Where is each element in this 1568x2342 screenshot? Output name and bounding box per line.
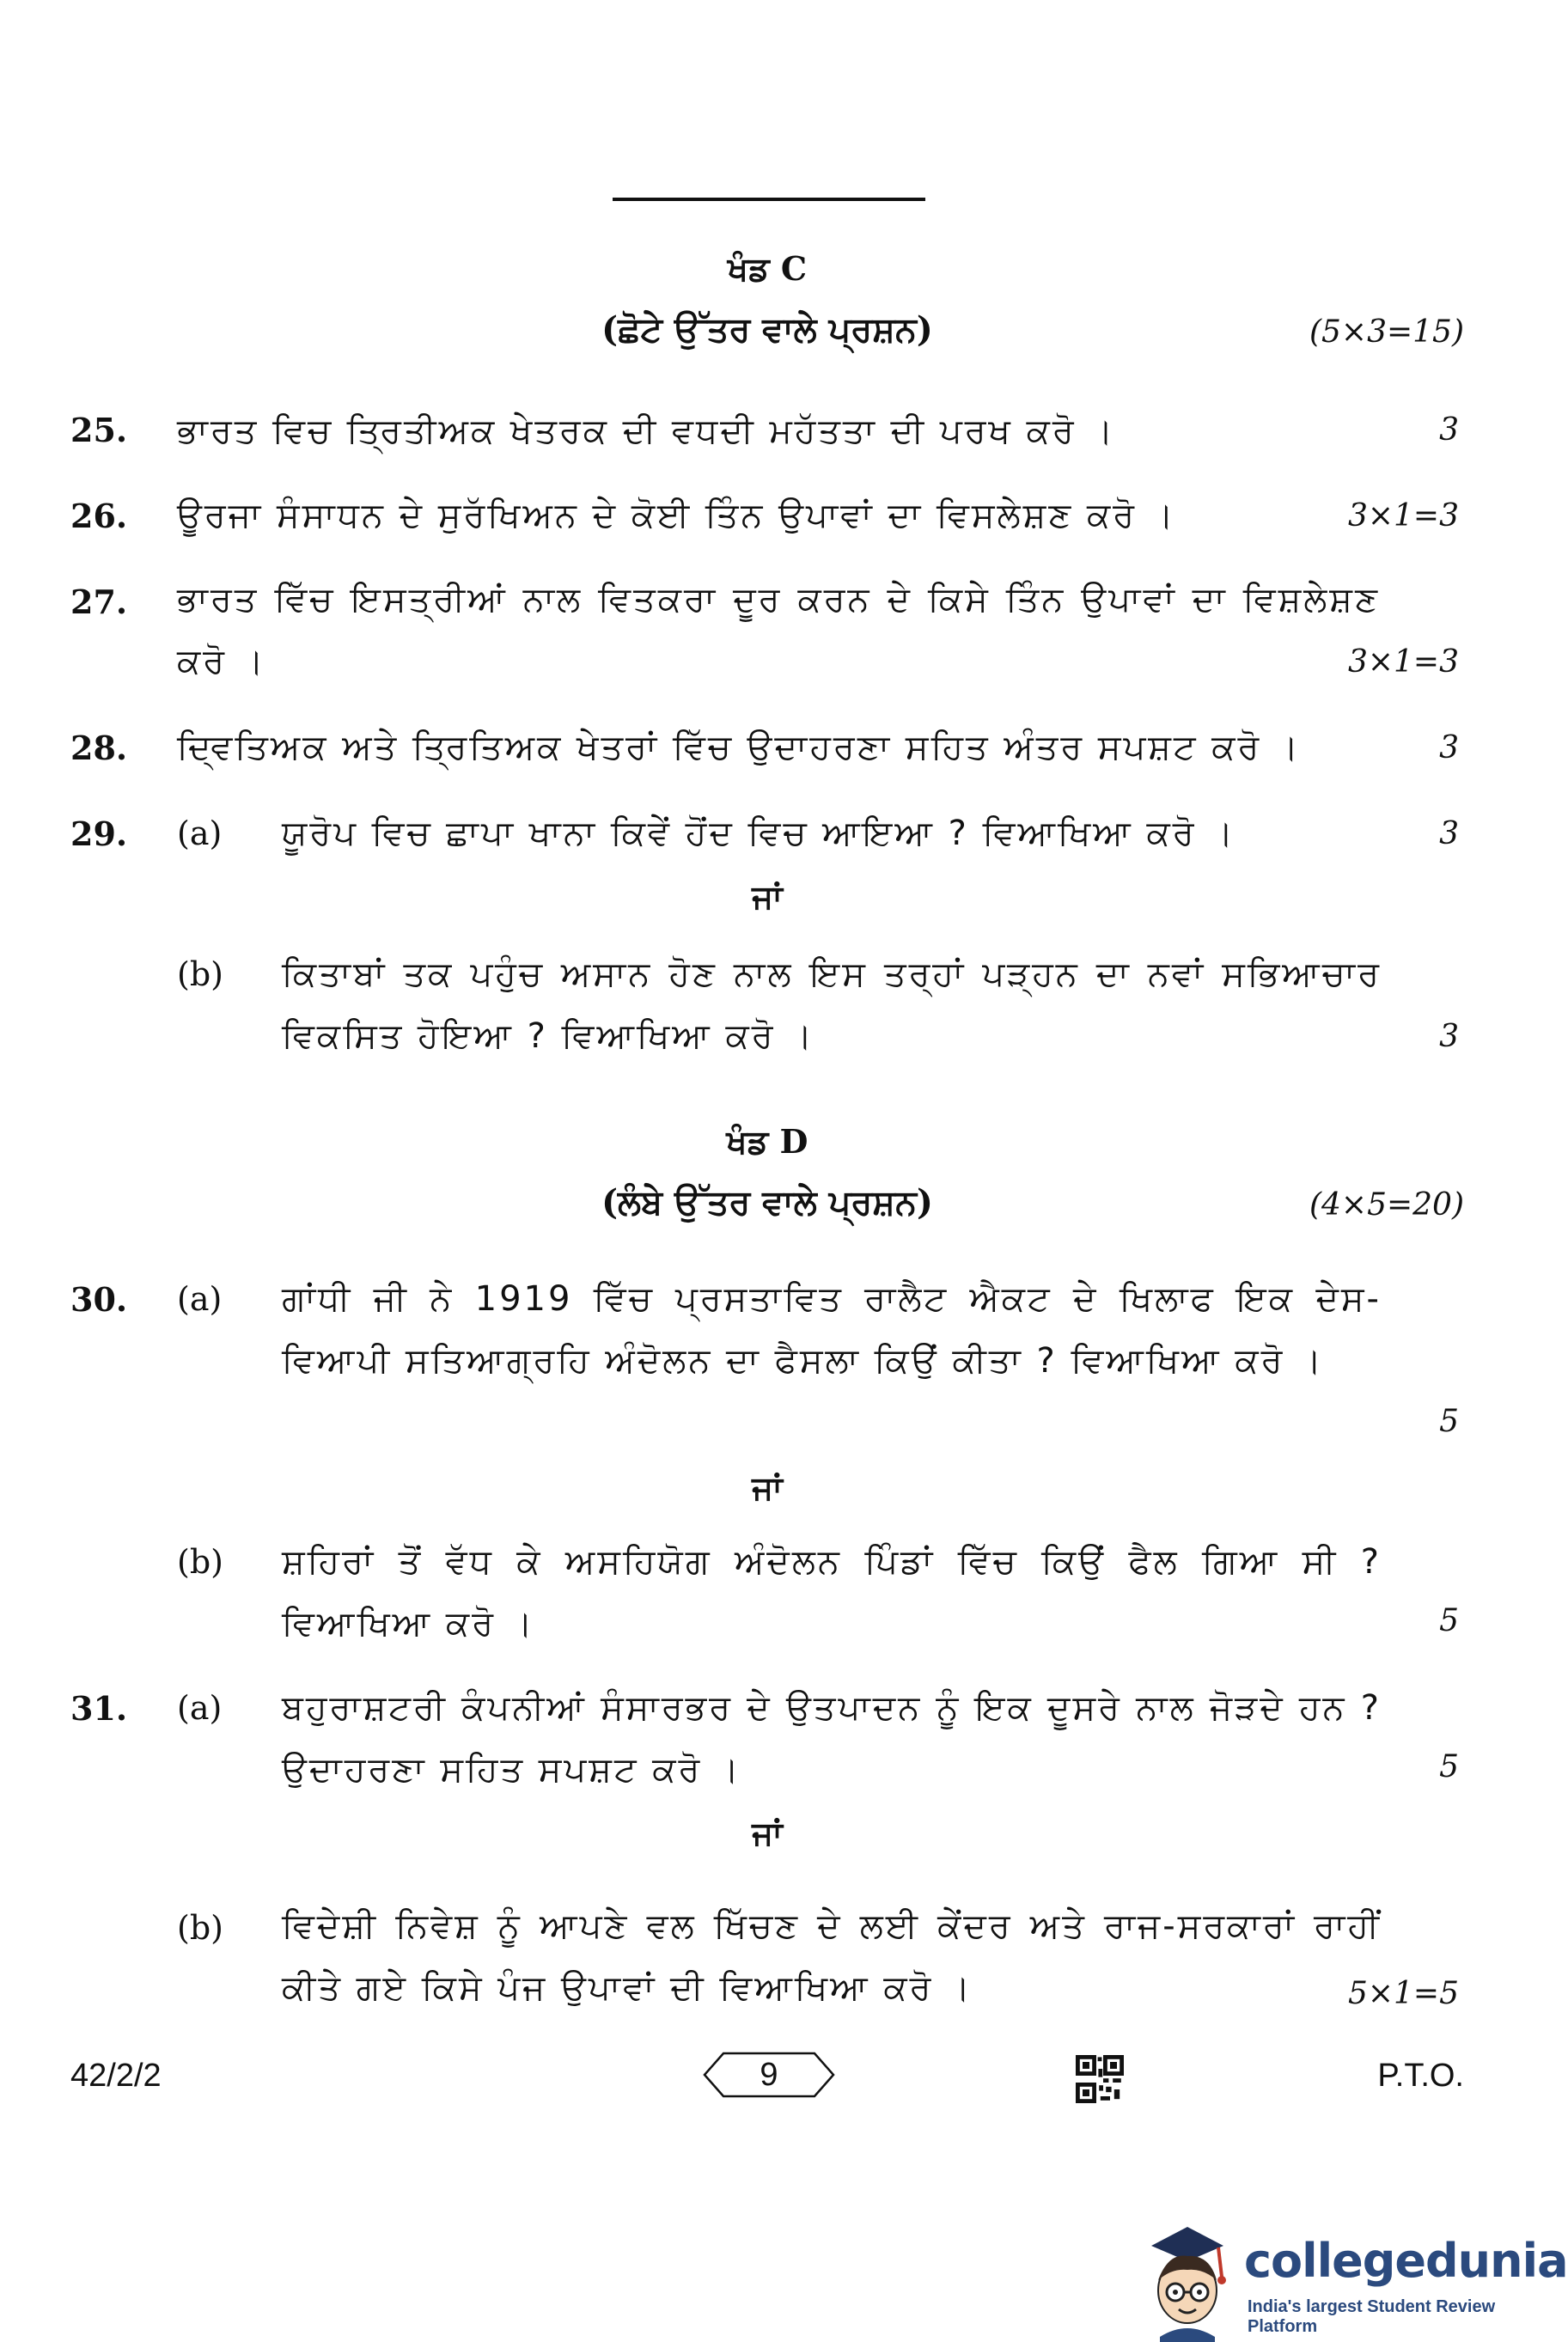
question-number: 31. bbox=[70, 1689, 128, 1728]
question-number: 27. bbox=[70, 582, 128, 621]
brand-name: collegedunia bbox=[1244, 2234, 1568, 2288]
brand-logo bbox=[1134, 2208, 1568, 2342]
or-separator: ਜਾਂ bbox=[752, 1814, 783, 1852]
question-number: 26. bbox=[70, 497, 128, 535]
section-d-total-marks: (4×5=20) bbox=[1309, 1187, 1464, 1223]
question-number: 29. bbox=[70, 814, 128, 853]
or-separator: ਜਾਂ bbox=[752, 1469, 783, 1507]
top-rule bbox=[613, 198, 925, 201]
or-separator: ਜਾਂ bbox=[752, 878, 783, 916]
question-marks: 3×1=3 bbox=[1347, 644, 1459, 680]
part-label: (a) bbox=[177, 814, 223, 852]
mascot-icon bbox=[1134, 2208, 1241, 2342]
part-label: (b) bbox=[177, 955, 223, 993]
question-marks: 3×1=3 bbox=[1347, 498, 1459, 534]
question-text: ਯੂਰੋਪ ਵਿਚ ਛਾਪਾ ਖਾਨਾ ਕਿਵੇਂ ਹੋਂਦ ਵਿਚ ਆਇਆ ? ਵਿਆਖਿਆ ਕਰੋ । bbox=[282, 814, 1236, 853]
question-marks: 3 bbox=[1439, 412, 1459, 448]
question-marks: 5 bbox=[1439, 1404, 1459, 1439]
question-marks: 3 bbox=[1439, 816, 1459, 851]
question-text: ਊਰਜਾ ਸੰਸਾਧਨ ਦੇ ਸੁਰੱਖਿਅਨ ਦੇ ਕੋਈ ਤਿੰਨ ਉਪਾਵਾਂ ਦਾ ਵਿਸਲੇਸ਼ਣ ਕਰੋ । bbox=[177, 496, 1176, 535]
part-label: (a) bbox=[177, 1689, 223, 1727]
question-text: ਦ੍ਵਿਤਿਅਕ ਅਤੇ ਤ੍ਰਿਤਿਅਕ ਖੇਤਰਾਂ ਵਿੱਚ ਉਦਾਹਰਣਾ ਸਹਿਤ ਅੰਤਰ ਸਪਸ਼ਟ ਕਰੋ । bbox=[177, 728, 1302, 767]
question-marks: 5×1=5 bbox=[1347, 1976, 1459, 2011]
question-number: 30. bbox=[70, 1280, 128, 1319]
section-d-subtitle: (ਲੰਬੇ ਉੱਤਰ ਵਾਲੇ ਪ੍ਰਸ਼ਨ) bbox=[601, 1182, 933, 1223]
question-number: 25. bbox=[70, 411, 128, 449]
part-label: (b) bbox=[177, 1909, 223, 1947]
part-label: (b) bbox=[177, 1543, 223, 1581]
page-number: 9 bbox=[760, 2057, 778, 2093]
question-marks: 5 bbox=[1439, 1603, 1459, 1638]
qr-code-icon bbox=[1076, 2055, 1124, 2103]
pto-label: P.T.O. bbox=[1377, 2058, 1464, 2094]
question-marks: 3 bbox=[1439, 730, 1459, 765]
question-text: ਭਾਰਤ ਵਿੱਚ ਇਸਤ੍ਰੀਆਂ ਨਾਲ ਵਿਤਕਰਾ ਦੂਰ ਕਰਨ ਦੇ ਕਿਸੇ ਤਿੰਨ ਉਪਾਵਾਂ ਦਾ ਵਿਸ਼ਲੇਸ਼ਣ ਕਰੋ । bbox=[177, 580, 1380, 681]
question-marks: 3 bbox=[1439, 1019, 1459, 1054]
question-text: ਬਹੁਰਾਸ਼ਟਰੀ ਕੰਪਨੀਆਂ ਸੰਸਾਰਭਰ ਦੇ ਉਤਪਾਦਨ ਨੂੰ ਇਕ ਦੂਸਰੇ ਨਾਲ ਜੋੜਦੇ ਹਨ ? ਉਦਾਹਰਣਾ ਸਹਿਤ ਸਪਸ਼ਟ ਕਰੋ । bbox=[282, 1688, 1382, 1790]
page-number-box bbox=[705, 2052, 833, 2098]
question-text: ਭਾਰਤ ਵਿਚ ਤ੍ਰਿਤੀਅਕ ਖੇਤਰਕ ਦੀ ਵਧਦੀ ਮਹੱਤਤਾ ਦੀ ਪਰਖ ਕਰੋ । bbox=[177, 412, 1116, 451]
section-c-title: ਖੰਡ C bbox=[727, 249, 808, 288]
brand-tagline: India's largest Student Review Platform bbox=[1248, 2297, 1496, 2336]
question-text: ਕਿਤਾਬਾਂ ਤਕ ਪਹੁੰਚ ਅਸਾਨ ਹੋਣ ਨਾਲ ਇਸ ਤਰ੍ਹਾਂ ਪੜ੍ਹਨ ਦਾ ਨਵਾਂ ਸਭਿਆਚਾਰ ਵਿਕਸਿਤ ਹੋਇਆ ? ਵਿਆਖਿਆ ਕਰੋ । bbox=[282, 954, 1382, 1056]
part-label: (a) bbox=[177, 1280, 223, 1318]
question-marks: 5 bbox=[1439, 1749, 1459, 1784]
question-text: ਗਾਂਧੀ ਜੀ ਨੇ 1919 ਵਿੱਚ ਪ੍ਰਸਤਾਵਿਤ ਰਾਲੈਟ ਐਕਟ ਦੇ ਖਿਲਾਫ ਇਕ ਦੇਸ-ਵਿਆਪੀ ਸਤਿਆਗ੍ਰਹਿ ਅੰਦੋਲਨ ਦਾ ਫੈਸਲਾ ਕਿਉਂ ਕੀਤਾ ? ਵਿਆਖਿਆ ਕਰੋ । bbox=[282, 1279, 1382, 1381]
section-c-subtitle: (ਛੋਟੇ ਉੱਤਰ ਵਾਲੇ ਪ੍ਰਸ਼ਨ) bbox=[601, 309, 933, 350]
question-text: ਵਿਦੇਸ਼ੀ ਨਿਵੇਸ਼ ਨੂੰ ਆਪਣੇ ਵਲ ਖਿੱਚਣ ਦੇ ਲਈ ਕੇਂਦਰ ਅਤੇ ਰਾਜ-ਸਰਕਾਰਾਂ ਰਾਹੀਂ ਕੀਤੇ ਗਏ ਕਿਸੇ ਪੰਜ ਉਪਾਵਾਂ ਦੀ ਵਿਆਖਿਆ ਕਰੋ । bbox=[282, 1906, 1382, 2008]
section-c-total-marks: (5×3=15) bbox=[1309, 314, 1464, 350]
question-text: ਸ਼ਹਿਰਾਂ ਤੋਂ ਵੱਧ ਕੇ ਅਸਹਿਯੋਗ ਅੰਦੋਲਨ ਪਿੰਡਾਂ ਵਿੱਚ ਕਿਉਂ ਫੈਲ ਗਿਆ ਸੀ ? ਵਿਆਖਿਆ ਕਰੋ । bbox=[282, 1542, 1382, 1644]
paper-code: 42/2/2 bbox=[70, 2058, 162, 2094]
question-number: 28. bbox=[70, 729, 128, 767]
section-d-title: ਖੰਡ D bbox=[726, 1122, 808, 1161]
